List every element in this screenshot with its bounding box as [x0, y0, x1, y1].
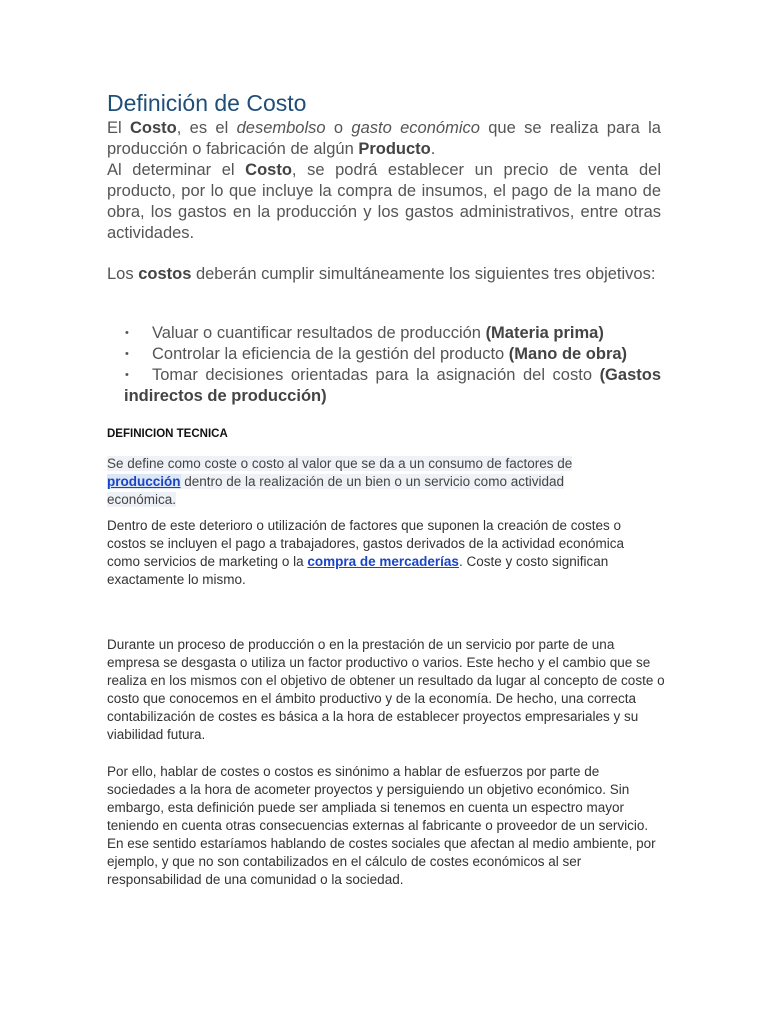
list-item-text: Controlar la eficiencia de la gestión del producto [152, 345, 509, 363]
list-item-text: Valuar o cuantificar resultados de producción [152, 324, 486, 342]
list-item-bold: (Materia prima) [485, 324, 604, 342]
paragraph-4-text: Por ello, hablar de costes o costos es sinónimo a hablar de esfuerzos por parte de sociedades a la hora de acometer proyectos y persiguiendo un objetivo económico. Sin embargo, esta definición puede ser ampliada si tenemos en cuenta un espectro mayor teniendo en cuenta otras consecuencias externas al fabricante o proveedor de un servicio. En ese sentido estaríamos hablando de costes sociales que afectan al medio ambiente, por ejemplo, y que no son contabilizados en el cálculo de costes económicos al ser responsabilidad de una comunidad o la sociedad. [107, 764, 656, 887]
list-item [107, 323, 661, 344]
technical-definition [107, 455, 582, 509]
compra-mercaderias-link[interactable]: compra de mercaderías [307, 554, 459, 569]
intro-text: Al determinar el [107, 161, 246, 179]
technical-def-text: dentro de la realización de un bien o un servicio como actividad económica. [107, 474, 564, 507]
objectives-section [107, 264, 661, 285]
paragraph-3 [107, 636, 667, 744]
intro-text: o [325, 119, 352, 137]
paragraph-4 [107, 763, 667, 889]
paragraph-2-part: Dentro de este deterioro o utilización de factores que suponen la creación de costes o costos se incluyen el pago a trabajadores, gastos derivados de la actividad económica como servicios de marketing o la [107, 518, 625, 569]
intro-text: , es el [176, 119, 237, 137]
list-item-bold: (Mano de obra) [508, 345, 628, 363]
paragraph-2-text [107, 517, 652, 589]
intro-text: El [107, 119, 130, 137]
page-title: Definición de Costo [107, 90, 307, 116]
intro-costo-bold: Costo [245, 161, 292, 179]
intro-text: que se realiza para la producción o fabricación de algún [107, 119, 661, 158]
intro-desembolso-italic: desembolso [236, 119, 326, 137]
objectives-paragraph [107, 264, 661, 285]
technical-definition-paragraph [107, 455, 582, 509]
objectives-text: Los [107, 265, 139, 283]
intro-section [107, 118, 661, 244]
intro-paragraph-2 [107, 160, 661, 244]
objectives-list [107, 323, 661, 407]
paragraph-2-part: . Coste y costo significan exactamente lo mismo. [107, 554, 609, 587]
list-item [107, 365, 661, 407]
intro-text: , se podrá establecer un precio de venta del producto, por lo que incluye la compra de insumos, el pago de la mano de obra, los gastos en la producción y los gastos administrativos, entre otras actividades. [107, 161, 661, 242]
intro-text: . [430, 140, 436, 158]
list-item-text: Tomar decisiones orientadas para la asignación del costo [152, 366, 600, 384]
paragraph-2 [107, 517, 652, 589]
objectives-text: deberán cumplir simultáneamente los siguientes tres objetivos: [191, 265, 656, 283]
list-item-bold: (Gastos indirectos de producción) [124, 366, 661, 405]
list-item [107, 344, 661, 365]
intro-paragraph [107, 118, 661, 160]
intro-costo-bold: Costo [130, 119, 177, 137]
intro-gasto-italic: gasto económico [351, 119, 480, 137]
objectives-costos-bold: costos [138, 265, 192, 283]
paragraph-3-text: Durante un proceso de producción o en la prestación de un servicio por parte de una empresa se desgasta o utiliza un factor productivo o varios. Este hecho y el cambio que se realiza en los mismos con el objetivo de obtener un resultado da lugar al concepto de coste o costo que conocemos en el ámbito productivo y de la economía. De hecho, una correcta contabilización de costes es básica a la hora de establecer proyectos empresariales y su viabilidad futura. [107, 637, 665, 742]
technical-heading: DEFINICION TECNICA [107, 428, 228, 440]
technical-def-text: Se define como coste o costo al valor que se da a un consumo de factores de [107, 456, 573, 471]
intro-producto-bold: Producto [358, 140, 431, 158]
produccion-link[interactable]: producción [107, 474, 181, 489]
